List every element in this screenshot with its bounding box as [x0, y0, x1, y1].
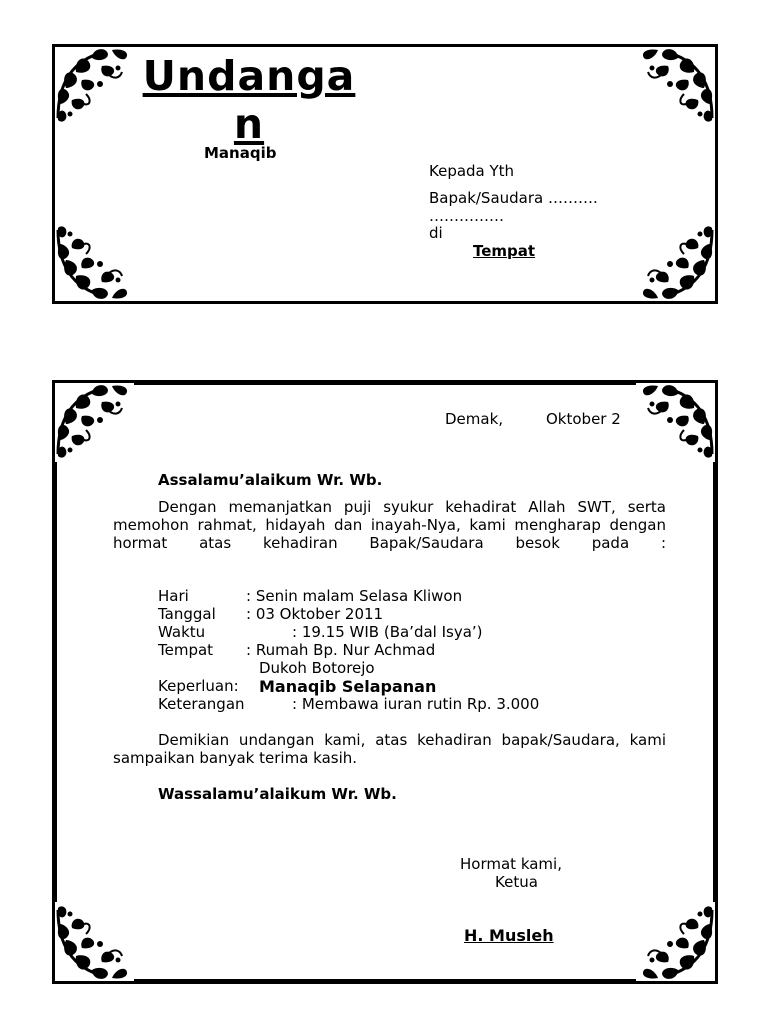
- border-left: [52, 126, 55, 222]
- recipient-place: Tempat: [473, 242, 536, 260]
- recipient-line-3: ……………: [429, 207, 504, 225]
- closing-paragraph: Demikian undangan kami, atas kehadiran bapak/Saudara, kami sampaikan banyak terima kasih.: [113, 731, 666, 767]
- floral-ornament-icon: [636, 380, 718, 462]
- detail-tempat-line2: Dukoh Botorejo: [259, 659, 375, 677]
- floral-ornament-icon: [636, 222, 718, 304]
- greeting: Assalamu’alaikum Wr. Wb.: [158, 471, 383, 489]
- detail-label: Tempat: [158, 641, 214, 659]
- detail-hari: [158, 587, 463, 605]
- sign-line-1: Hormat kami,: [460, 855, 562, 873]
- floral-ornament-icon: [52, 380, 134, 462]
- border-right: [715, 126, 718, 222]
- border-top: [134, 44, 636, 47]
- invitation-subtitle: Manaqib: [204, 144, 277, 162]
- floral-ornament-icon: [52, 902, 134, 984]
- border-left: [52, 462, 57, 902]
- detail-label: Waktu: [158, 623, 206, 641]
- floral-ornament-icon: [52, 222, 134, 304]
- detail-waktu: [158, 623, 483, 641]
- sign-line-2: Ketua: [495, 873, 538, 891]
- detail-value: : Rumah Bp. Nur Achmad: [246, 641, 436, 659]
- border-top: [134, 380, 636, 385]
- detail-value: : Membawa iuran rutin Rp. 3.000: [292, 695, 540, 713]
- detail-label: Hari: [158, 587, 189, 605]
- detail-value: : 19.15 WIB (Ba’dal Isya’): [292, 623, 483, 641]
- invitation-title: Undangan: [142, 52, 356, 148]
- recipient-line-2: Bapak/Saudara ……….: [429, 189, 598, 207]
- signatory-name: H. Musleh: [464, 926, 554, 945]
- opening-paragraph: Dengan memanjatkan puji syukur kehadirat Allah SWT, serta memohon rahmat, hidayah dan inayah-Nya, kami mengharap dengan hormat atas kehadiran Bapak/Saudara besok pada :: [113, 498, 666, 552]
- detail-label: Keperluan: [158, 677, 234, 695]
- border-bottom: [134, 301, 636, 304]
- detail-value: Manaqib Selapanan: [259, 677, 437, 696]
- letter-card: [52, 380, 718, 984]
- border-right: [713, 462, 718, 902]
- date-city: Demak,: [445, 410, 504, 428]
- salutation: Wassalamu’alaikum Wr. Wb.: [158, 785, 397, 803]
- border-bottom: [134, 979, 636, 984]
- floral-ornament-icon: [636, 44, 718, 126]
- detail-colon: :: [233, 677, 239, 695]
- detail-keperluan: [158, 677, 437, 696]
- envelope-card: [52, 44, 718, 304]
- detail-tanggal: [158, 605, 384, 623]
- recipient-line-4: di: [429, 224, 443, 242]
- recipient-line-1: Kepada Yth: [429, 162, 515, 180]
- detail-label: Tanggal: [158, 605, 216, 623]
- detail-keterangan: [158, 695, 540, 713]
- detail-label: Keterangan: [158, 695, 245, 713]
- detail-value: : 03 Oktober 2011: [246, 605, 384, 623]
- floral-ornament-icon: [52, 44, 134, 126]
- detail-value: : Senin malam Selasa Kliwon: [246, 587, 463, 605]
- floral-ornament-icon: [636, 902, 718, 984]
- date-month: Oktober 2: [546, 410, 621, 428]
- detail-tempat: [158, 641, 436, 659]
